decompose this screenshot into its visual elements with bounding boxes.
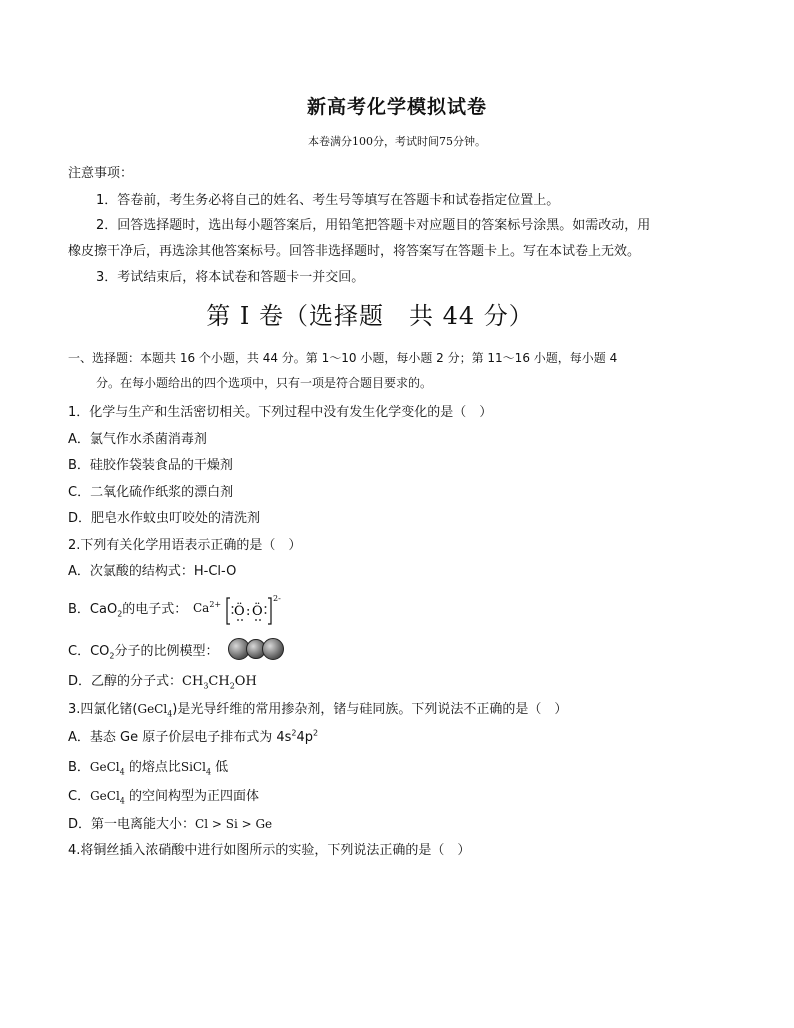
peroxide-charge: 2- — [273, 594, 281, 603]
question-3-option-b: B．GeCl$_4$ 的熔点比SiCl$_4$ 低 — [68, 760, 229, 777]
exam-subtitle: 本卷满分100分，考试时间75分钟。 — [308, 135, 486, 148]
question-1-option-c: C．二氧化硫作纸浆的漂白剂 — [68, 485, 234, 500]
question-3-option-a: A．基态 Ge 原子价层电子排布式为 $4s^24p^2$ — [68, 728, 319, 745]
notice-item-1: 1．答卷前，考生务必将自己的姓名、考生号等填写在答题卡和试卷指定位置上。 — [96, 193, 560, 208]
question-4-stem: 4.将铜丝插入浓硝酸中进行如图所示的实验，下列说法正确的是（ ） — [68, 843, 471, 858]
peroxide-electron-dot-diagram — [226, 596, 272, 626]
question-3-stem: 3.四氯化锗(GeCl$_4$)是光导纤维的常用掺杂剂，锗与硅同族。下列说法不正确的是（ ） — [68, 702, 568, 719]
question-2-option-d: D．乙醇的分子式：$CH_3CH_2OH$ — [68, 674, 257, 691]
calcium-ion: $Ca^{2+}$ — [193, 600, 222, 615]
section-instruction-line-2: 分。在每小题给出的四个选项中，只有一项是符合题目要求的。 — [96, 376, 433, 390]
section-title: 第 I 卷（选择题 共 44 分） — [206, 302, 534, 330]
section-instruction-line-1: 一、选择题：本题共 16 个小题，共 44 分。第 1～10 小题，每小题 2 分；第 11～16 小题，每小题 4 — [68, 351, 618, 365]
exam-title: 新高考化学模拟试卷 — [306, 96, 487, 118]
question-1-option-a: A．氯气作水杀菌消毒剂 — [68, 432, 207, 447]
oxygen-atom-right — [262, 638, 284, 660]
question-2-option-b: B．CaO$_2$的电子式： — [68, 602, 188, 619]
question-3-option-c: C．GeCl$_4$ 的空间构型为正四面体 — [68, 789, 260, 806]
question-2-stem: 2.下列有关化学用语表示正确的是（ ） — [68, 538, 302, 553]
question-1-option-b: B．硅胶作袋装食品的干燥剂 — [68, 458, 233, 473]
co2-space-filling-model — [228, 636, 288, 660]
svg-text:Ö: Ö — [234, 604, 245, 619]
notice-item-2-line-1: 2．回答选择题时，选出每小题答案后，用铅笔把答题卡对应题目的答案标号涂黑。如需改动，用 — [96, 218, 651, 233]
question-2-option-c: C．$CO_2$分子的比例模型： — [68, 644, 219, 661]
svg-text::: : — [246, 604, 251, 619]
question-2-option-a: A．次氯酸的结构式：H-Cl-O — [68, 564, 237, 579]
notice-item-3: 3．考试结束后，将本试卷和答题卡一并交回。 — [96, 270, 365, 285]
notice-item-2-line-2: 橡皮擦干净后，再选涂其他答案标号。回答非选择题时，将答案写在答题卡上。写在本试卷上无效。 — [68, 244, 641, 259]
notice-heading: 注意事项： — [68, 166, 134, 181]
question-3-option-d: D．第一电离能大小：Cl > Si > Ge — [68, 817, 273, 832]
question-1-stem: 1．化学与生产和生活密切相关。下列过程中没有发生化学变化的是（ ） — [68, 405, 493, 420]
svg-text:Ö: Ö — [252, 604, 263, 619]
question-1-option-d: D．肥皂水作蚊虫叮咬处的清洗剂 — [68, 511, 261, 526]
